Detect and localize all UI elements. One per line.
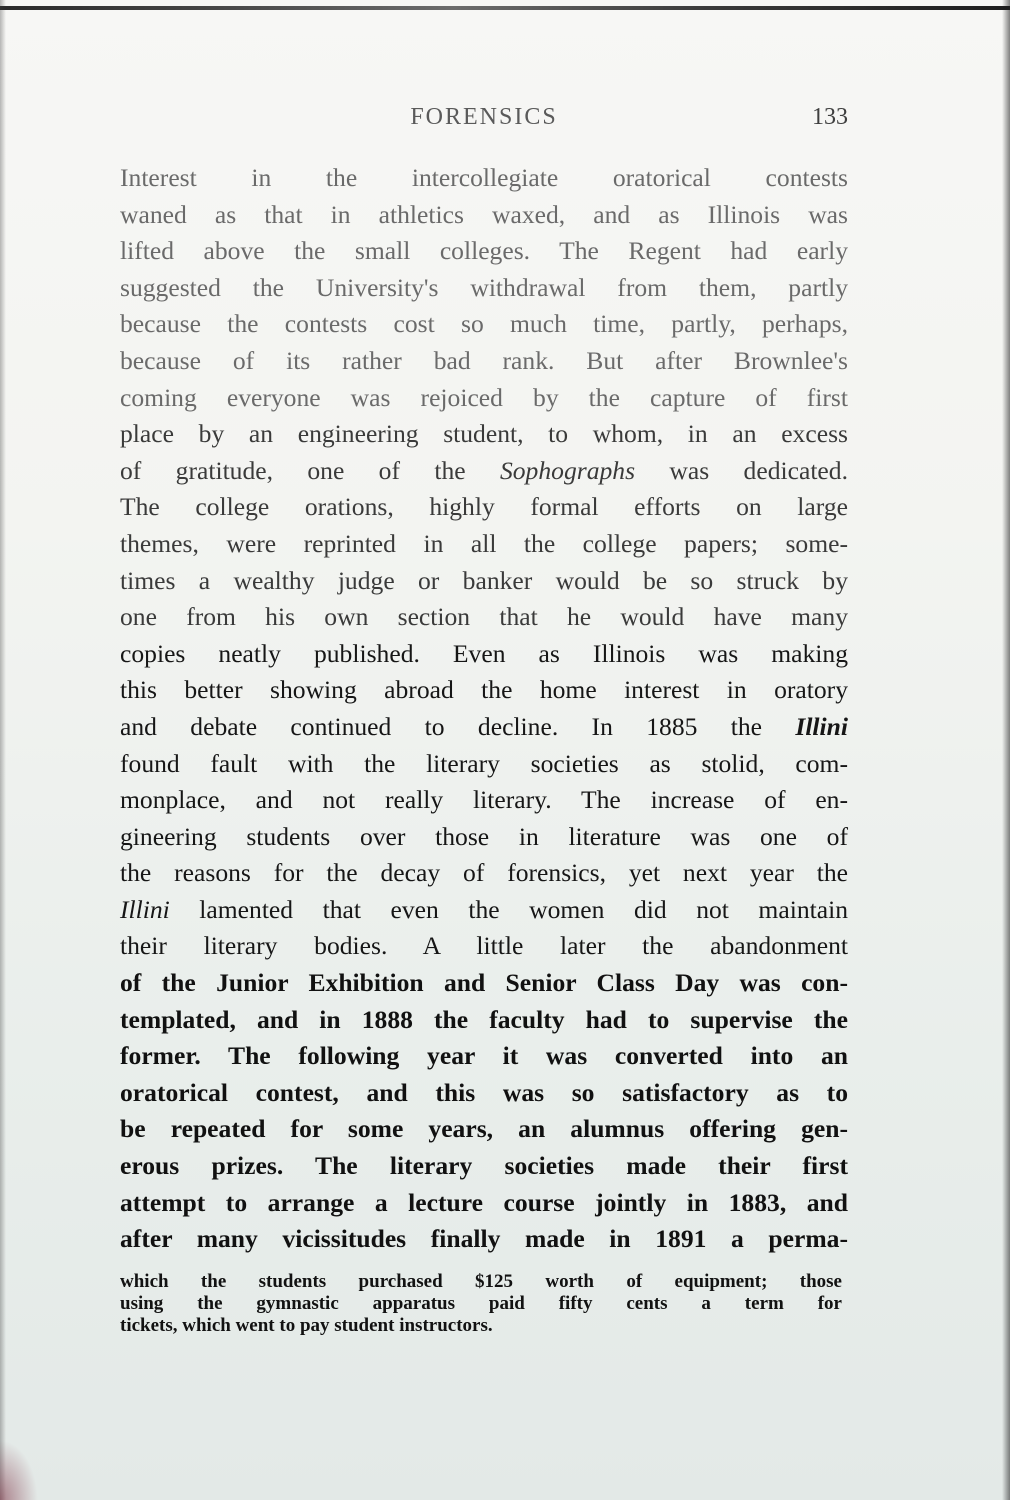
text-line: The college orations, highly formal efforts on large <box>120 492 848 522</box>
italic-title-sophographs: Sophographs <box>499 455 636 485</box>
text-line: waned as that in athletics waxed, and as Illinois was <box>120 199 848 229</box>
text-line <box>120 453 848 490</box>
text-line: themes, were reprinted in all the college papers; some- <box>120 528 848 558</box>
text-line: lifted above the small colleges. The Regent had early <box>120 236 848 266</box>
body-text <box>120 160 848 1258</box>
text-line: former. The following year it was converted into an <box>120 1041 848 1071</box>
text-line: their literary bodies. A little later the abandonment <box>120 931 848 961</box>
text-line: because of its rather bad rank. But after Brownlee's <box>120 345 848 375</box>
text-segment: of gratitude, one of the <box>120 455 500 485</box>
text-line: be repeated for some years, an alumnus offering gen- <box>120 1114 848 1144</box>
footnote-line: tickets, which went to pay student instructors. <box>120 1315 493 1336</box>
text-line: copies neatly published. Even as Illinois was making <box>120 638 848 668</box>
page-number: 133 <box>812 104 848 130</box>
text-segment: lamented that even the women did not maintain <box>169 894 848 924</box>
text-line: found fault with the literary societies as stolid, com- <box>120 748 848 778</box>
text-line: coming everyone was rejoiced by the capture of first <box>120 382 848 412</box>
corner-stain <box>0 1440 38 1500</box>
text-line: because the contests cost so much time, partly, perhaps, <box>120 309 848 339</box>
text-line: attempt to arrange a lecture course jointly in 1883, and <box>120 1187 848 1217</box>
text-line: the reasons for the decay of forensics, yet next year the <box>120 858 848 888</box>
text-line: of the Junior Exhibition and Senior Class Day was con- <box>120 968 848 998</box>
text-line: gineering students over those in literature was one of <box>120 821 848 851</box>
page-header <box>120 104 848 138</box>
text-line: monplace, and not really literary. The increase of en- <box>120 785 848 815</box>
text-segment: was dedicated. <box>635 455 848 485</box>
top-edge-rule <box>0 6 1010 10</box>
italic-title-illini: Illini <box>795 711 848 741</box>
text-line: templated, and in 1888 the faculty had to supervise the <box>120 1004 848 1034</box>
text-line: one from his own section that he would have many <box>120 602 848 632</box>
text-line: this better showing abroad the home interest in oratory <box>120 675 848 705</box>
text-line: suggested the University's withdrawal from them, partly <box>120 272 848 302</box>
text-line: times a wealthy judge or banker would be so struck by <box>120 565 848 595</box>
italic-title-illini: Illini <box>120 894 170 924</box>
text-line: after many vicissitudes finally made in 1891 a perma- <box>120 1224 848 1254</box>
footnote-line: using the gymnastic apparatus paid fifty cents a term for <box>120 1293 842 1314</box>
text-line <box>120 709 848 746</box>
text-line: place by an engineering student, to whom, in an excess <box>120 419 848 449</box>
text-segment: and debate continued to decline. In 1885 the <box>120 711 796 741</box>
text-line: oratorical contest, and this was so satisfactory as to <box>120 1077 848 1107</box>
right-page-edge <box>1002 0 1010 1500</box>
running-head: FORENSICS <box>410 104 558 130</box>
left-page-edge <box>0 0 6 1500</box>
text-line <box>120 892 848 929</box>
text-line: erous prizes. The literary societies made their first <box>120 1151 848 1181</box>
footnote-line: which the students purchased $125 worth of equipment; those <box>120 1271 842 1292</box>
text-line: Interest in the intercollegiate oratorical contests <box>120 163 848 192</box>
footnote <box>120 1271 842 1337</box>
